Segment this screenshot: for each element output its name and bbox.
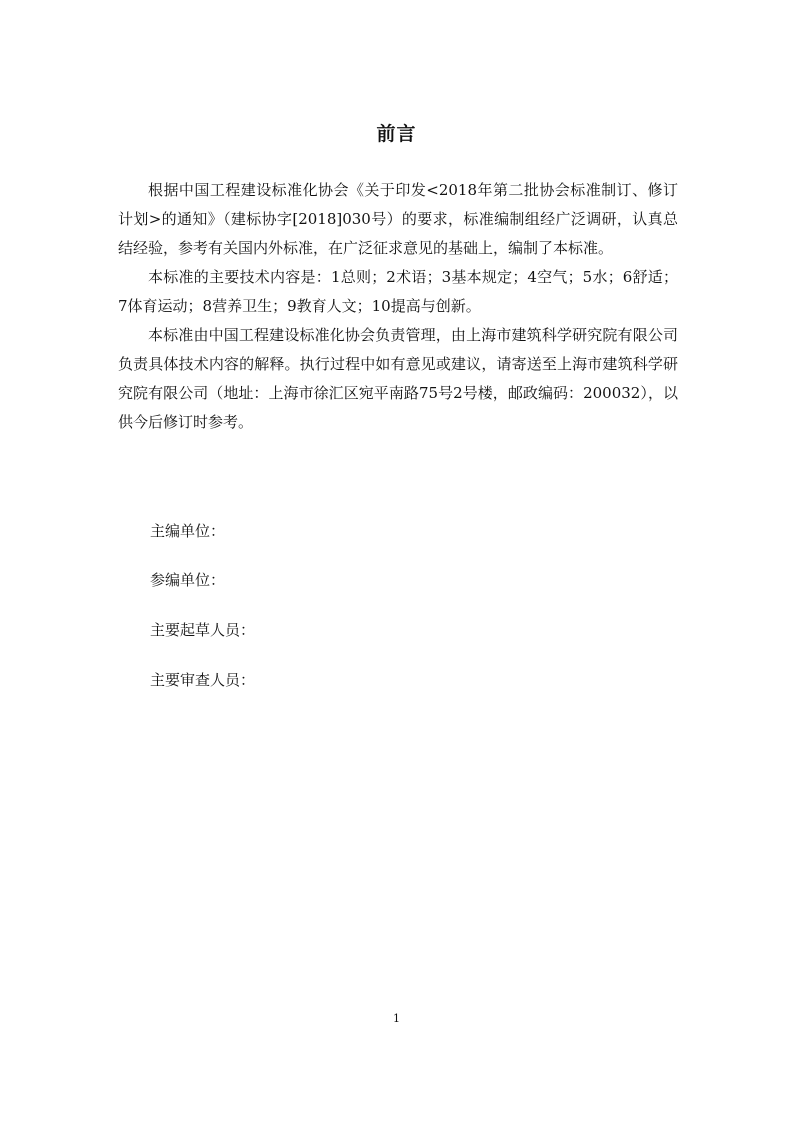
participating-unit-label: 参编单位：	[150, 571, 226, 589]
page-title: 前言	[376, 123, 417, 145]
paragraph-basis: 根据中国工程建设标准化协会《关于印发<2018年第二批协会标准制订、修订计划>的通知》（建标协字[2018]030号）的要求，标准编制组经广泛调研，认真总结经验，参考有关国内外标准，在广泛征求意见的基础上，编制了本标准。	[118, 181, 678, 257]
main-drafters-label: 主要起草人员：	[150, 621, 256, 639]
main-reviewers-label: 主要审查人员：	[150, 671, 256, 689]
body-text	[118, 176, 678, 437]
chief-editor-unit-label: 主编单位：	[150, 522, 226, 540]
page-number: 1	[393, 1012, 400, 1025]
paragraph-main-contents: 本标准的主要技术内容是：1总则；2术语；3基本规定；4空气；5水；6舒适；7体育运动；8营养卫生；9教育人文；10提高与创新。	[118, 268, 678, 315]
paragraph-management: 本标准由中国工程建设标准化协会负责管理，由上海市建筑科学研究院有限公司负责具体技术内容的解释。执行过程中如有意见或建议，请寄送至上海市建筑科学研究院有限公司（地址：上海市徐汇区宛平南路75号2号楼，邮政编码：200032），以供今后修订时参考。	[118, 326, 678, 431]
